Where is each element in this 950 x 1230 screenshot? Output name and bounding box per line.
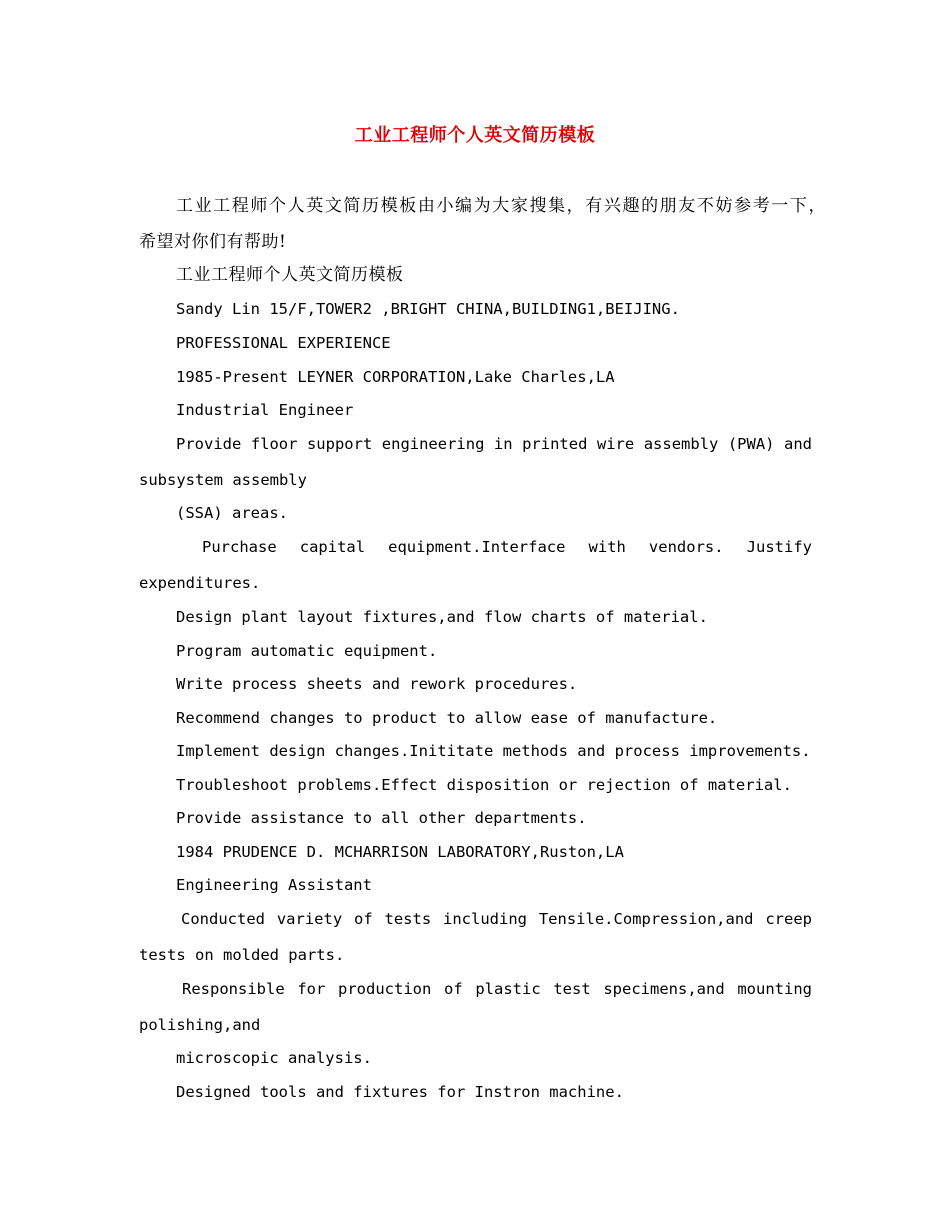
duty-line: Design plant layout fixtures,and flow charts of material. [176, 608, 708, 626]
duty-line: polishing,and [139, 1016, 261, 1034]
document-title: 工业工程师个人英文简历模板 [354, 125, 596, 146]
duty-line: Program automatic equipment. [176, 642, 438, 660]
duty-line: microscopic analysis. [176, 1049, 372, 1067]
employer-line-2: 1984 PRUDENCE D. MCHARRISON LABORATORY,Ruston,LA [176, 843, 624, 861]
duty-line: Provide assistance to all other departments. [176, 809, 587, 827]
job-title-1: Industrial Engineer [176, 401, 354, 419]
duty-line: Recommend changes to product to allow ease of manufacture. [176, 709, 718, 727]
duty-line: Write process sheets and rework procedures. [176, 675, 578, 693]
duty-line: Responsible for production of plastic test specimens,and mounting [182, 980, 812, 998]
duty-line: subsystem assembly [139, 471, 307, 489]
employer-line-1: 1985-Present LEYNER CORPORATION,Lake Charles,LA [176, 368, 615, 386]
duty-line: Conducted variety of tests including Tensile.Compression,and creep [181, 910, 812, 928]
duty-line: Designed tools and fixtures for Instron machine. [176, 1083, 624, 1101]
duty-line: expenditures. [139, 574, 261, 592]
intro-line-2: 希望对你们有帮助! [139, 232, 287, 252]
resume-heading: 工业工程师个人英文简历模板 [176, 265, 404, 285]
section-heading-experience: PROFESSIONAL EXPERIENCE [176, 334, 391, 352]
duty-line: tests on molded parts. [139, 946, 345, 964]
intro-line-1: 工业工程师个人英文简历模板由小编为大家搜集，有兴趣的朋友不妨参考一下， [176, 196, 826, 216]
duty-line: Provide floor support engineering in printed wire assembly (PWA) and [176, 435, 812, 453]
duty-line: Troubleshoot problems.Effect disposition or rejection of material. [176, 776, 792, 794]
duty-line: Purchase capital equipment.Interface with vendors. Justify [202, 538, 812, 556]
job-title-2: Engineering Assistant [176, 876, 372, 894]
contact-line: Sandy Lin 15/F,TOWER2 ,BRIGHT CHINA,BUILDING1,BEIJING. [176, 300, 680, 318]
duty-line: (SSA) areas. [176, 504, 288, 522]
duty-line: Implement design changes.Inititate methods and process improvements. [176, 742, 811, 760]
